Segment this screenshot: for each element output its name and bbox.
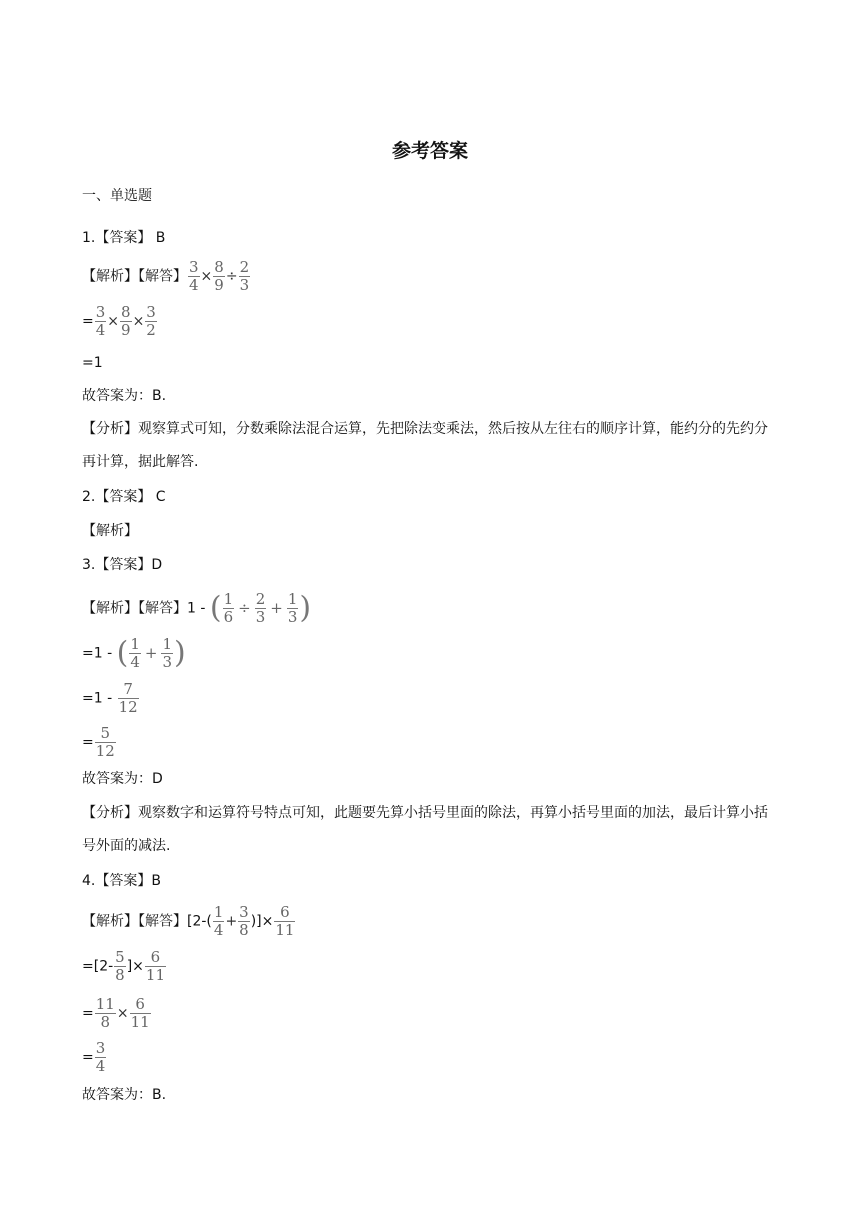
q3-expr-1 — [82, 592, 311, 625]
operator: + — [270, 598, 283, 617]
lead-text: =1 - — [82, 645, 113, 662]
operator: × — [200, 268, 213, 285]
q1-prefix: 【解析】【解答】 — [82, 268, 187, 285]
q3-expr-2 — [82, 637, 186, 670]
right-paren: ) — [299, 590, 312, 626]
q1-expr-1 — [82, 260, 251, 293]
q4-expr-2 — [82, 950, 167, 983]
close-text: ]× — [126, 958, 144, 975]
equals: = — [82, 1005, 94, 1022]
page-title: 参考答案 — [391, 140, 468, 162]
operator: + — [225, 913, 238, 930]
operator: ÷ — [238, 598, 251, 617]
operator: × — [116, 1005, 129, 1022]
q3-conclusion: 故答案为：D — [82, 771, 163, 787]
fraction: $\frac{6}{11}$ — [130, 995, 150, 1031]
operator: ÷ — [225, 268, 238, 285]
q1-analysis: 【分析】观察算式可知，分数乘除法混合运算，先把除法变乘法，然后按从左往右的顺序计算，能约分的先约分再计算，据此解答. — [82, 421, 768, 470]
close-text: )]× — [250, 913, 274, 930]
fraction: $\frac{5}{8}$ — [115, 948, 125, 984]
fraction: $\frac{2}{3}$ — [239, 258, 250, 294]
fraction: $\frac{7}{12}$ — [118, 680, 138, 716]
equals: = — [82, 1049, 94, 1066]
fraction: $\frac{1}{3}$ — [162, 635, 172, 671]
operator: + — [144, 643, 158, 662]
right-paren: ) — [173, 635, 186, 671]
q4-expr-1 — [82, 905, 296, 938]
fraction: $\frac{1}{3}$ — [287, 590, 298, 626]
lead-text: [2-( — [187, 913, 212, 930]
operator: × — [107, 313, 120, 330]
left-paren: ( — [209, 590, 222, 626]
lead-text: =1 - — [82, 690, 113, 707]
q3-answer: 3.【答案】D — [82, 557, 163, 573]
fraction: $\frac{3}{4}$ — [95, 303, 106, 339]
q2-answer: 2.【答案】 C — [82, 489, 166, 505]
fraction: $\frac{11}{8}$ — [95, 995, 115, 1031]
q1-expr-2 — [82, 305, 158, 338]
q1-expr-3: =1 — [82, 355, 103, 371]
fraction: $\frac{3}{8}$ — [239, 903, 249, 939]
equals: = — [82, 313, 94, 330]
fraction: $\frac{8}{9}$ — [121, 303, 131, 339]
q4-answer: 4.【答案】B — [82, 873, 161, 889]
lead-text: =[2- — [82, 958, 114, 975]
q4-prefix: 【解析】【解答】 — [82, 913, 187, 930]
q4-expr-4 — [82, 1041, 107, 1074]
operator: × — [132, 313, 145, 330]
left-paren: ( — [116, 635, 129, 671]
q3-expr-4 — [82, 726, 117, 759]
fraction: $\frac{6}{11}$ — [145, 948, 165, 984]
fraction: $\frac{1}{4}$ — [130, 635, 140, 671]
lead-text: 1 - — [187, 600, 206, 617]
fraction: $\frac{3}{4}$ — [189, 258, 199, 294]
fraction: $\frac{3}{4}$ — [95, 1039, 106, 1075]
equals: = — [82, 734, 94, 751]
section-heading: 一、单选题 — [82, 188, 152, 204]
fraction: $\frac{3}{2}$ — [146, 303, 156, 339]
q1-conclusion: 故答案为：B. — [82, 388, 167, 404]
q4-expr-3 — [82, 997, 152, 1030]
fraction: $\frac{1}{4}$ — [213, 903, 224, 939]
q3-prefix: 【解析】【解答】 — [82, 600, 187, 617]
q2-analysis-label: 【解析】 — [82, 523, 138, 539]
q1-answer: 1.【答案】 B — [82, 230, 166, 246]
fraction: $\frac{5}{12}$ — [95, 724, 115, 760]
fraction: $\frac{1}{6}$ — [223, 590, 234, 626]
fraction: $\frac{8}{9}$ — [214, 258, 224, 294]
q4-conclusion: 故答案为：B. — [82, 1087, 167, 1103]
q3-expr-3 — [82, 682, 140, 715]
q3-analysis: 【分析】观察数字和运算符号特点可知，此题要先算小括号里面的除法，再算小括号里面的加法，最后计算小括号外面的减法. — [82, 805, 768, 854]
fraction: $\frac{2}{3}$ — [255, 590, 266, 626]
fraction: $\frac{6}{11}$ — [275, 903, 295, 939]
